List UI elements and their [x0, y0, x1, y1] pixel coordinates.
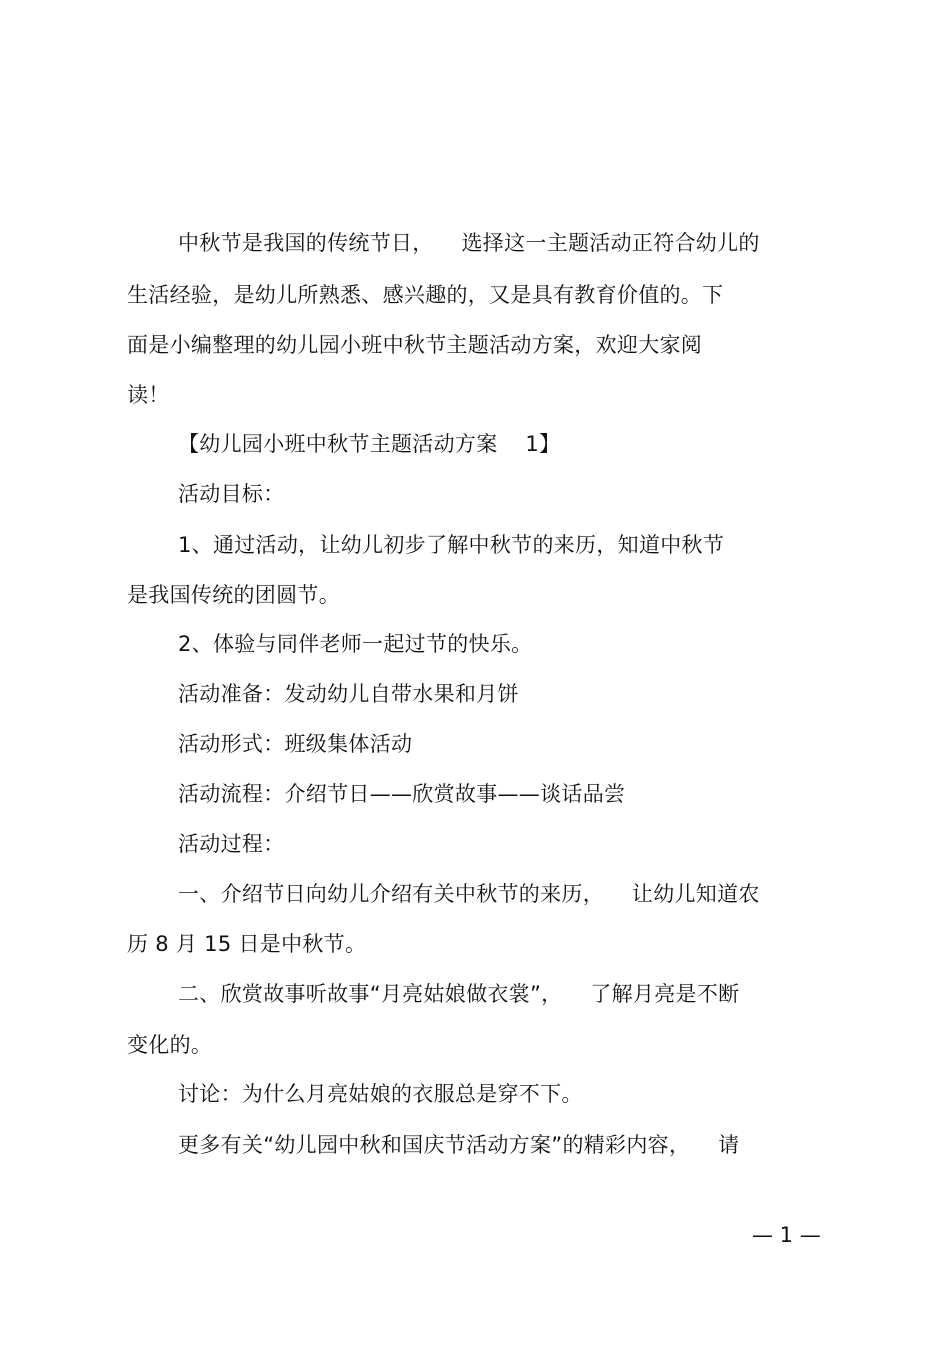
paragraph-line: 中秋节是我国的传统节日， 选择这一主题活动正符合幼儿的: [178, 231, 760, 255]
paragraph-line: 活动形式：班级集体活动: [178, 732, 413, 756]
page-number: — 1 —: [752, 1223, 821, 1247]
paragraph-line: 变化的。: [127, 1033, 213, 1057]
paragraph-line: 活动流程：介绍节日——欣赏故事——谈话品尝: [178, 782, 626, 806]
section-heading: 【幼儿园小班中秋节主题活动方案 1】: [178, 432, 561, 456]
paragraph-line: 讨论：为什么月亮姑娘的衣服总是穿不下。: [178, 1082, 583, 1106]
paragraph-line: 2、体验与同伴老师一起过节的快乐。: [178, 632, 533, 656]
paragraph-line: 更多有关“幼儿园中秋和国庆节活动方案”的精彩内容， 请: [178, 1133, 740, 1157]
paragraph-line: 历 8 月 15 日是中秋节。: [127, 932, 367, 956]
paragraph-line: 生活经验，是幼儿所熟悉、感兴趣的，又是具有教育价值的。下: [127, 283, 724, 307]
paragraph-line: 活动过程：: [178, 832, 285, 856]
paragraph-line: 读！: [127, 383, 170, 407]
paragraph-line: 是我国传统的团圆节。: [127, 583, 340, 607]
paragraph-line: 1、通过活动，让幼儿初步了解中秋节的来历，知道中秋节: [178, 533, 725, 557]
paragraph-line: 活动准备：发动幼儿自带水果和月饼: [178, 682, 519, 706]
paragraph-line: 一、介绍节日向幼儿介绍有关中秋节的来历， 让幼儿知道农: [178, 882, 760, 906]
paragraph-line: 二、欣赏故事听故事“月亮姑娘做衣裳”， 了解月亮是不断: [178, 982, 740, 1006]
paragraph-line: 面是小编整理的幼儿园小班中秋节主题活动方案，欢迎大家阅: [127, 333, 703, 357]
paragraph-line: 活动目标：: [178, 482, 285, 506]
